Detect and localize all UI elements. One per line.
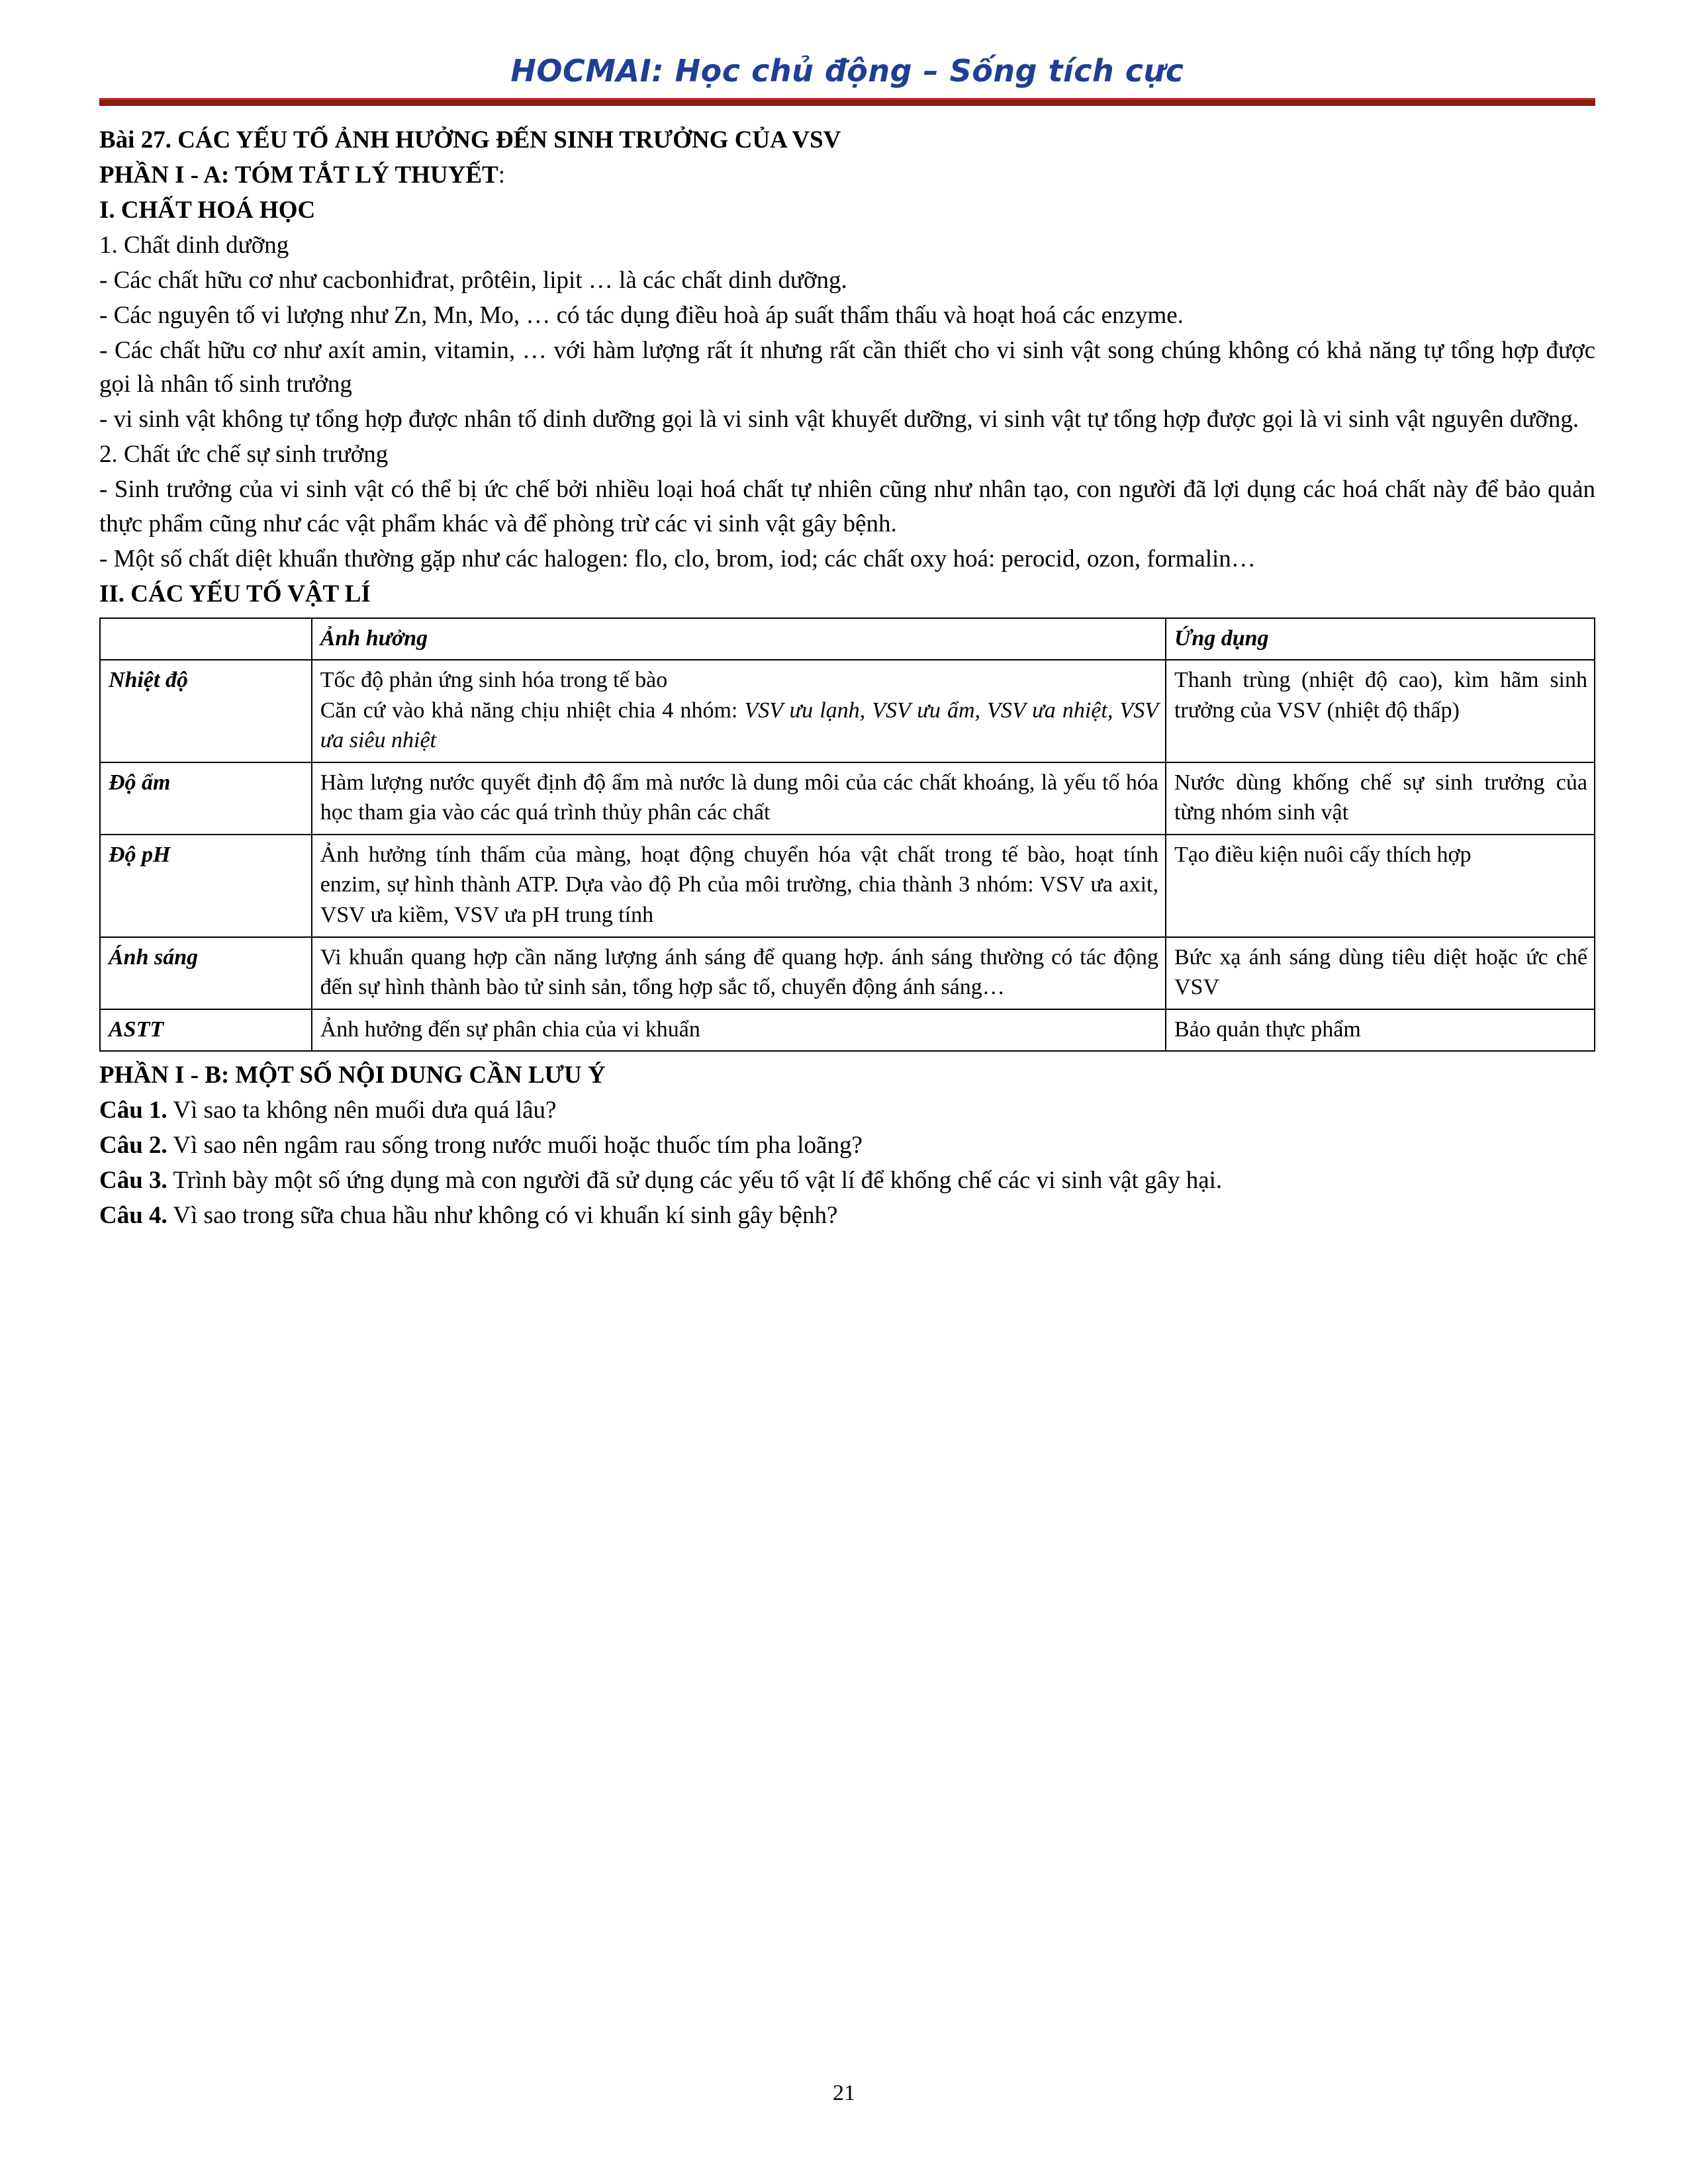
table-row bbox=[100, 835, 1595, 937]
section-1-sub-1-item-2: - Các nguyên tố vi lượng như Zn, Mn, Mo, … có tác dụng điều hoà áp suất thẩm thấu và hoạt hoá các enzyme. bbox=[99, 302, 1184, 330]
table-row bbox=[100, 660, 1595, 762]
row-factor-anh-sang: Ánh sáng bbox=[100, 937, 312, 1009]
question-4-label: Câu 4. bbox=[99, 1202, 167, 1230]
row-effect-do-am: Hàm lượng nước quyết định độ ẩm mà nước là dung môi của các chất khoáng, là yếu tố hóa học tham gia vào các quá trình thủy phân các chất bbox=[312, 762, 1166, 835]
question-4 bbox=[99, 1199, 1595, 1232]
section-1-sub-1-item-1: - Các chất hữu cơ như cacbonhiđrat, prôtêin, lipit … là các chất dinh dưỡng. bbox=[99, 267, 847, 295]
question-2-label: Câu 2. bbox=[99, 1132, 167, 1160]
section-1-sub-2-heading: 2. Chất ức chế sự sinh trưởng bbox=[99, 441, 389, 469]
table-header-effect: Ảnh hưởng bbox=[312, 618, 1166, 660]
effect-line-2 bbox=[320, 696, 1158, 756]
row-application-nhiet-do: Thanh trùng (nhiệt độ cao), kìm hãm sinh trưởng của VSV (nhiệt độ thấp) bbox=[1166, 660, 1595, 762]
question-1-text: Vì sao ta không nên muối dưa quá lâu? bbox=[167, 1097, 557, 1124]
page-header bbox=[99, 40, 1595, 106]
table-header-factor bbox=[100, 618, 312, 660]
brand-title: HOCMAI: Học chủ động – Sống tích cực bbox=[510, 53, 1184, 89]
effect-line-1: Tốc độ phản ứng sinh hóa trong tế bào bbox=[320, 668, 668, 693]
table-header-row bbox=[100, 618, 1595, 660]
row-factor-do-ph: Độ pH bbox=[100, 835, 312, 937]
question-3 bbox=[99, 1163, 1595, 1197]
question-1-label: Câu 1. bbox=[99, 1097, 167, 1124]
section-1-sub-2-item-1: - Sinh trưởng của vi sinh vật có thể bị ức chế bởi nhiều loại hoá chất tự nhiên cũng như nhân tạo, con người đã lợi dụng các hoá chất này để bảo quản thực phẩm cũng như các vật phẩm khác và để phòng trừ các vi sinh vật gây bệnh. bbox=[99, 476, 1595, 537]
header-divider bbox=[99, 98, 1595, 106]
row-effect-anh-sang: Vi khuẩn quang hợp cần năng lượng ánh sáng để quang hợp. ánh sáng thường có tác động đến sự hình thành bào tử sinh sản, tổng hợp sắc tố, chuyển động ánh sáng… bbox=[312, 937, 1166, 1009]
part-one-title-row bbox=[99, 158, 1595, 192]
section-2-heading: II. CÁC YẾU TỐ VẬT LÍ bbox=[99, 580, 371, 608]
effect-line-2-text: Căn cứ vào khả năng chịu nhiệt chia 4 nhóm: bbox=[320, 698, 738, 723]
question-4-text: Vì sao trong sữa chua hầu như không có vi khuẩn kí sinh gây bệnh? bbox=[167, 1202, 838, 1230]
part-one-title-colon: : bbox=[498, 161, 506, 189]
row-factor-astt: ASTT bbox=[100, 1009, 312, 1052]
physical-factors-table bbox=[99, 617, 1595, 1052]
row-effect-do-ph: Ảnh hưởng tính thấm của màng, hoạt động chuyển hóa vật chất trong tế bào, hoạt tính enzim, sự hình thành ATP. Dựa vào độ Ph của môi trường, chia thành 3 nhóm: VSV ưa axit, VSV ưa kiềm, VSV ưa pH trung tính bbox=[312, 835, 1166, 937]
section-1-sub-1-item-3: - Các chất hữu cơ như axít amin, vitamin, … với hàm lượng rất ít nhưng rất cần thiết cho vi sinh vật song chúng không có khả năng tự tổng hợp được gọi là nhân tố sinh trưởng bbox=[99, 337, 1595, 398]
section-1-sub-1-item-4: - vi sinh vật không tự tổng hợp được nhân tố dinh dưỡng gọi là vi sinh vật khuyết dưỡng, vi sinh vật tự tổng hợp được gọi là vi sinh vật nguyên dưỡng. bbox=[99, 406, 1579, 433]
row-effect-nhiet-do bbox=[312, 660, 1166, 762]
row-factor-nhiet-do: Nhiệt độ bbox=[100, 660, 312, 762]
section-1-sub-2-item-2: - Một số chất diệt khuẩn thường gặp như các halogen: flo, clo, brom, iod; các chất oxy hoá: perocid, ozon, formalin… bbox=[99, 545, 1256, 572]
table-row bbox=[100, 937, 1595, 1009]
table-header-application: Ứng dụng bbox=[1166, 618, 1595, 660]
question-3-text: Trình bày một số ứng dụng mà con người đã sử dụng các yếu tố vật lí để khống chế các vi sinh vật gây hại. bbox=[167, 1167, 1223, 1195]
row-application-astt: Bảo quản thực phẩm bbox=[1166, 1009, 1595, 1052]
part-two-title: PHẦN I - B: MỘT SỐ NỘI DUNG CẦN LƯU Ý bbox=[99, 1062, 606, 1089]
row-application-do-ph: Tạo điều kiện nuôi cấy thích hợp bbox=[1166, 835, 1595, 937]
question-1 bbox=[99, 1093, 1595, 1127]
row-factor-do-am: Độ ẩm bbox=[100, 762, 312, 835]
document-body bbox=[99, 123, 1595, 1232]
section-1-heading: I. CHẤT HOÁ HỌC bbox=[99, 197, 316, 224]
row-effect-astt: Ảnh hưởng đến sự phân chia của vi khuẩn bbox=[312, 1009, 1166, 1052]
question-2 bbox=[99, 1128, 1595, 1162]
lesson-title: Bài 27. CÁC YẾU TỐ ẢNH HƯỞNG ĐẾN SINH TRƯỞNG CỦA VSV bbox=[99, 126, 841, 154]
page-number: 21 bbox=[833, 2081, 855, 2105]
section-1-sub-1-heading: 1. Chất dinh dưỡng bbox=[99, 232, 289, 259]
row-application-do-am: Nước dùng khống chế sự sinh trưởng của từng nhóm sinh vật bbox=[1166, 762, 1595, 835]
question-3-label: Câu 3. bbox=[99, 1167, 167, 1195]
row-application-anh-sang: Bức xạ ánh sáng dùng tiêu diệt hoặc ức chế VSV bbox=[1166, 937, 1595, 1009]
table-row bbox=[100, 762, 1595, 835]
question-2-text: Vì sao nên ngâm rau sống trong nước muối hoặc thuốc tím pha loãng? bbox=[167, 1132, 863, 1160]
part-one-title: PHẦN I - A: TÓM TẮT LÝ THUYẾT bbox=[99, 161, 498, 189]
effect-line-2-italic: VSV ưu lạnh, VSV ưu ẩm, VSV ưa nhiệt, VSV ưa siêu nhiệt bbox=[320, 698, 1158, 753]
table-row bbox=[100, 1009, 1595, 1052]
